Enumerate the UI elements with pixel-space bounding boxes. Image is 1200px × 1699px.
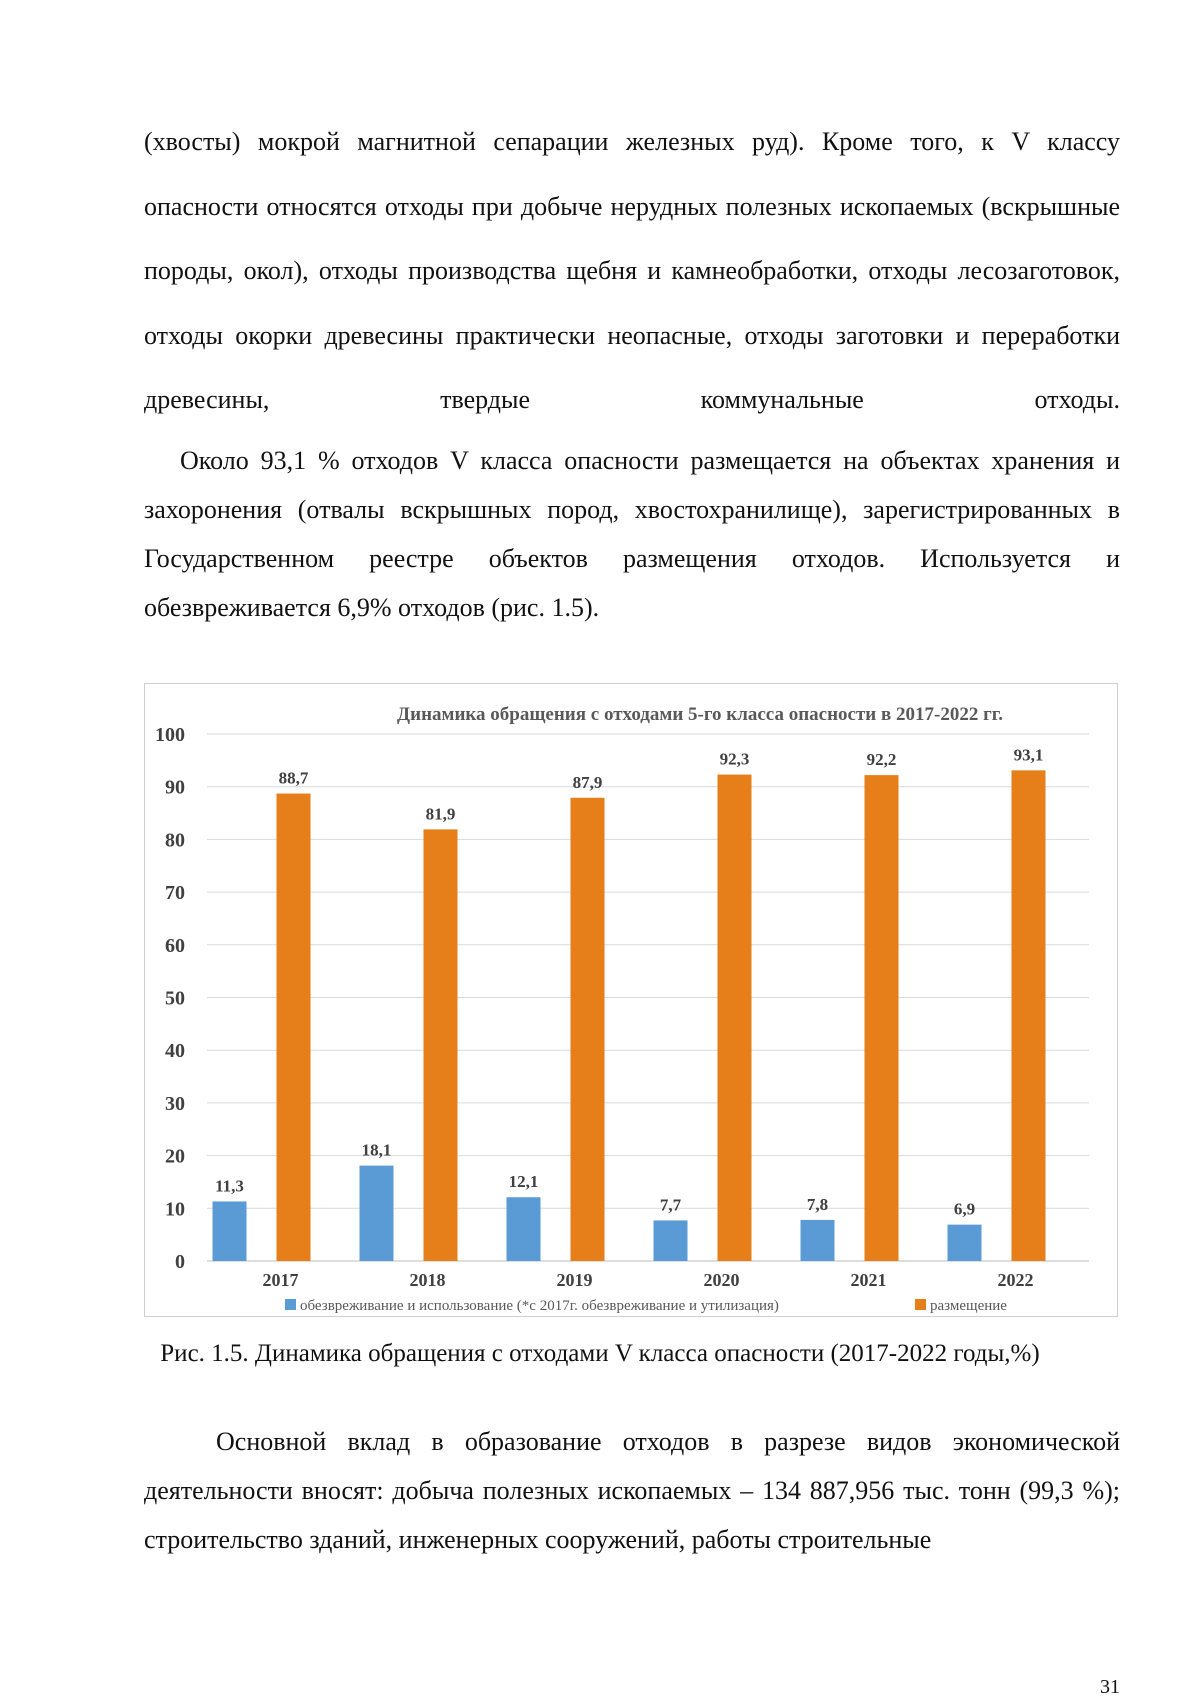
- data-label: 87,9: [572, 772, 603, 792]
- legend-label-razmeshchenie: размещение: [930, 1298, 1007, 1314]
- bar-obezvrezhivanie: [948, 1225, 982, 1261]
- data-label: 92,2: [866, 750, 897, 770]
- bar-razmeshchenie: [277, 794, 311, 1261]
- x-tick-label: 2018: [409, 1270, 446, 1290]
- bar-razmeshchenie: [424, 829, 458, 1261]
- bar-razmeshchenie: [865, 775, 899, 1261]
- bar-chart-svg: [145, 684, 1118, 1317]
- y-tick-label: 30: [165, 1092, 185, 1115]
- x-tick-label: 2020: [703, 1270, 740, 1290]
- y-tick-label: 0: [175, 1251, 185, 1273]
- x-tick-label: 2021: [850, 1270, 887, 1290]
- y-tick-label: 40: [165, 1040, 185, 1063]
- y-tick-label: 50: [165, 987, 185, 1010]
- bar-razmeshchenie: [718, 775, 752, 1261]
- data-label: 93,1: [1013, 745, 1044, 765]
- legend-swatch-obezvrezhivanie: [285, 1299, 296, 1310]
- data-label: 11,3: [215, 1176, 244, 1196]
- y-tick-label: 60: [165, 934, 185, 957]
- legend-swatch-razmeshchenie: [915, 1299, 926, 1310]
- data-label: 81,9: [425, 804, 456, 824]
- bar-razmeshchenie: [1012, 770, 1046, 1261]
- data-label: 88,7: [278, 768, 309, 788]
- bar-obezvrezhivanie: [801, 1220, 835, 1261]
- paragraph-1: (хвосты) мокрой магнитной сепарации железных руд). Кроме того, к V классу опасности относятся отходы при добыче нерудных полезных ископаемых (вскрышные породы, окол), отходы производства щебня и камнеобработки, отходы лесозаготовок, отходы окорки древесины практически неопасные, отходы заготовки и переработки древесины, твердые коммунальные отходы.: [144, 127, 1120, 414]
- x-tick-label: 2022: [997, 1270, 1034, 1290]
- legend-label-obezvrezhivanie: обезвреживание и использование (*с 2017г. обезвреживание и утилизация): [300, 1298, 779, 1314]
- data-label: 7,8: [806, 1194, 829, 1214]
- bar-razmeshchenie: [571, 798, 605, 1261]
- bar-obezvrezhivanie: [213, 1201, 247, 1261]
- paragraph-2: Около 93,1 % отходов V класса опасности размещается на объектах хранения и захоронения (отвалы вскрышных пород, хвостохранилище), зарегистрированных в Государственном реестре объектов размещения отходов. Используется и обезвреживается 6,9% отходов (рис. 1.5).: [144, 446, 1120, 622]
- bar-obezvrezhivanie: [507, 1197, 541, 1261]
- x-tick-label: 2019: [556, 1270, 593, 1290]
- y-tick-label: 10: [165, 1198, 185, 1221]
- bar-obezvrezhivanie: [360, 1166, 394, 1261]
- figure-caption: Рис. 1.5. Динамика обращения с отходами V класса опасности (2017-2022 годы,%): [160, 1340, 1040, 1367]
- data-label: 7,7: [659, 1195, 682, 1215]
- data-label: 12,1: [508, 1172, 539, 1192]
- data-label: 6,9: [953, 1199, 976, 1219]
- y-tick-label: 70: [165, 882, 185, 905]
- data-label: 92,3: [719, 749, 750, 769]
- chart-title: Динамика обращения с отходами 5-го класса опасности в 2017-2022 гг.: [397, 704, 1003, 725]
- data-label: 18,1: [361, 1140, 392, 1160]
- y-tick-label: 90: [165, 776, 185, 799]
- y-tick-label: 100: [155, 724, 185, 746]
- y-tick-label: 20: [165, 1145, 185, 1168]
- x-tick-label: 2017: [262, 1270, 299, 1290]
- bar-obezvrezhivanie: [654, 1220, 688, 1261]
- page-number: 31: [1100, 1676, 1120, 1698]
- paragraph-3: Основной вклад в образование отходов в разрезе видов экономической деятельности вносят: добыча полезных ископаемых – 134 887,956 тыс. тонн (99,3 %); строительство зданий, инженерных сооружений, работы строительные: [144, 1427, 1120, 1554]
- chart: [144, 683, 1118, 1317]
- y-tick-label: 80: [165, 829, 185, 852]
